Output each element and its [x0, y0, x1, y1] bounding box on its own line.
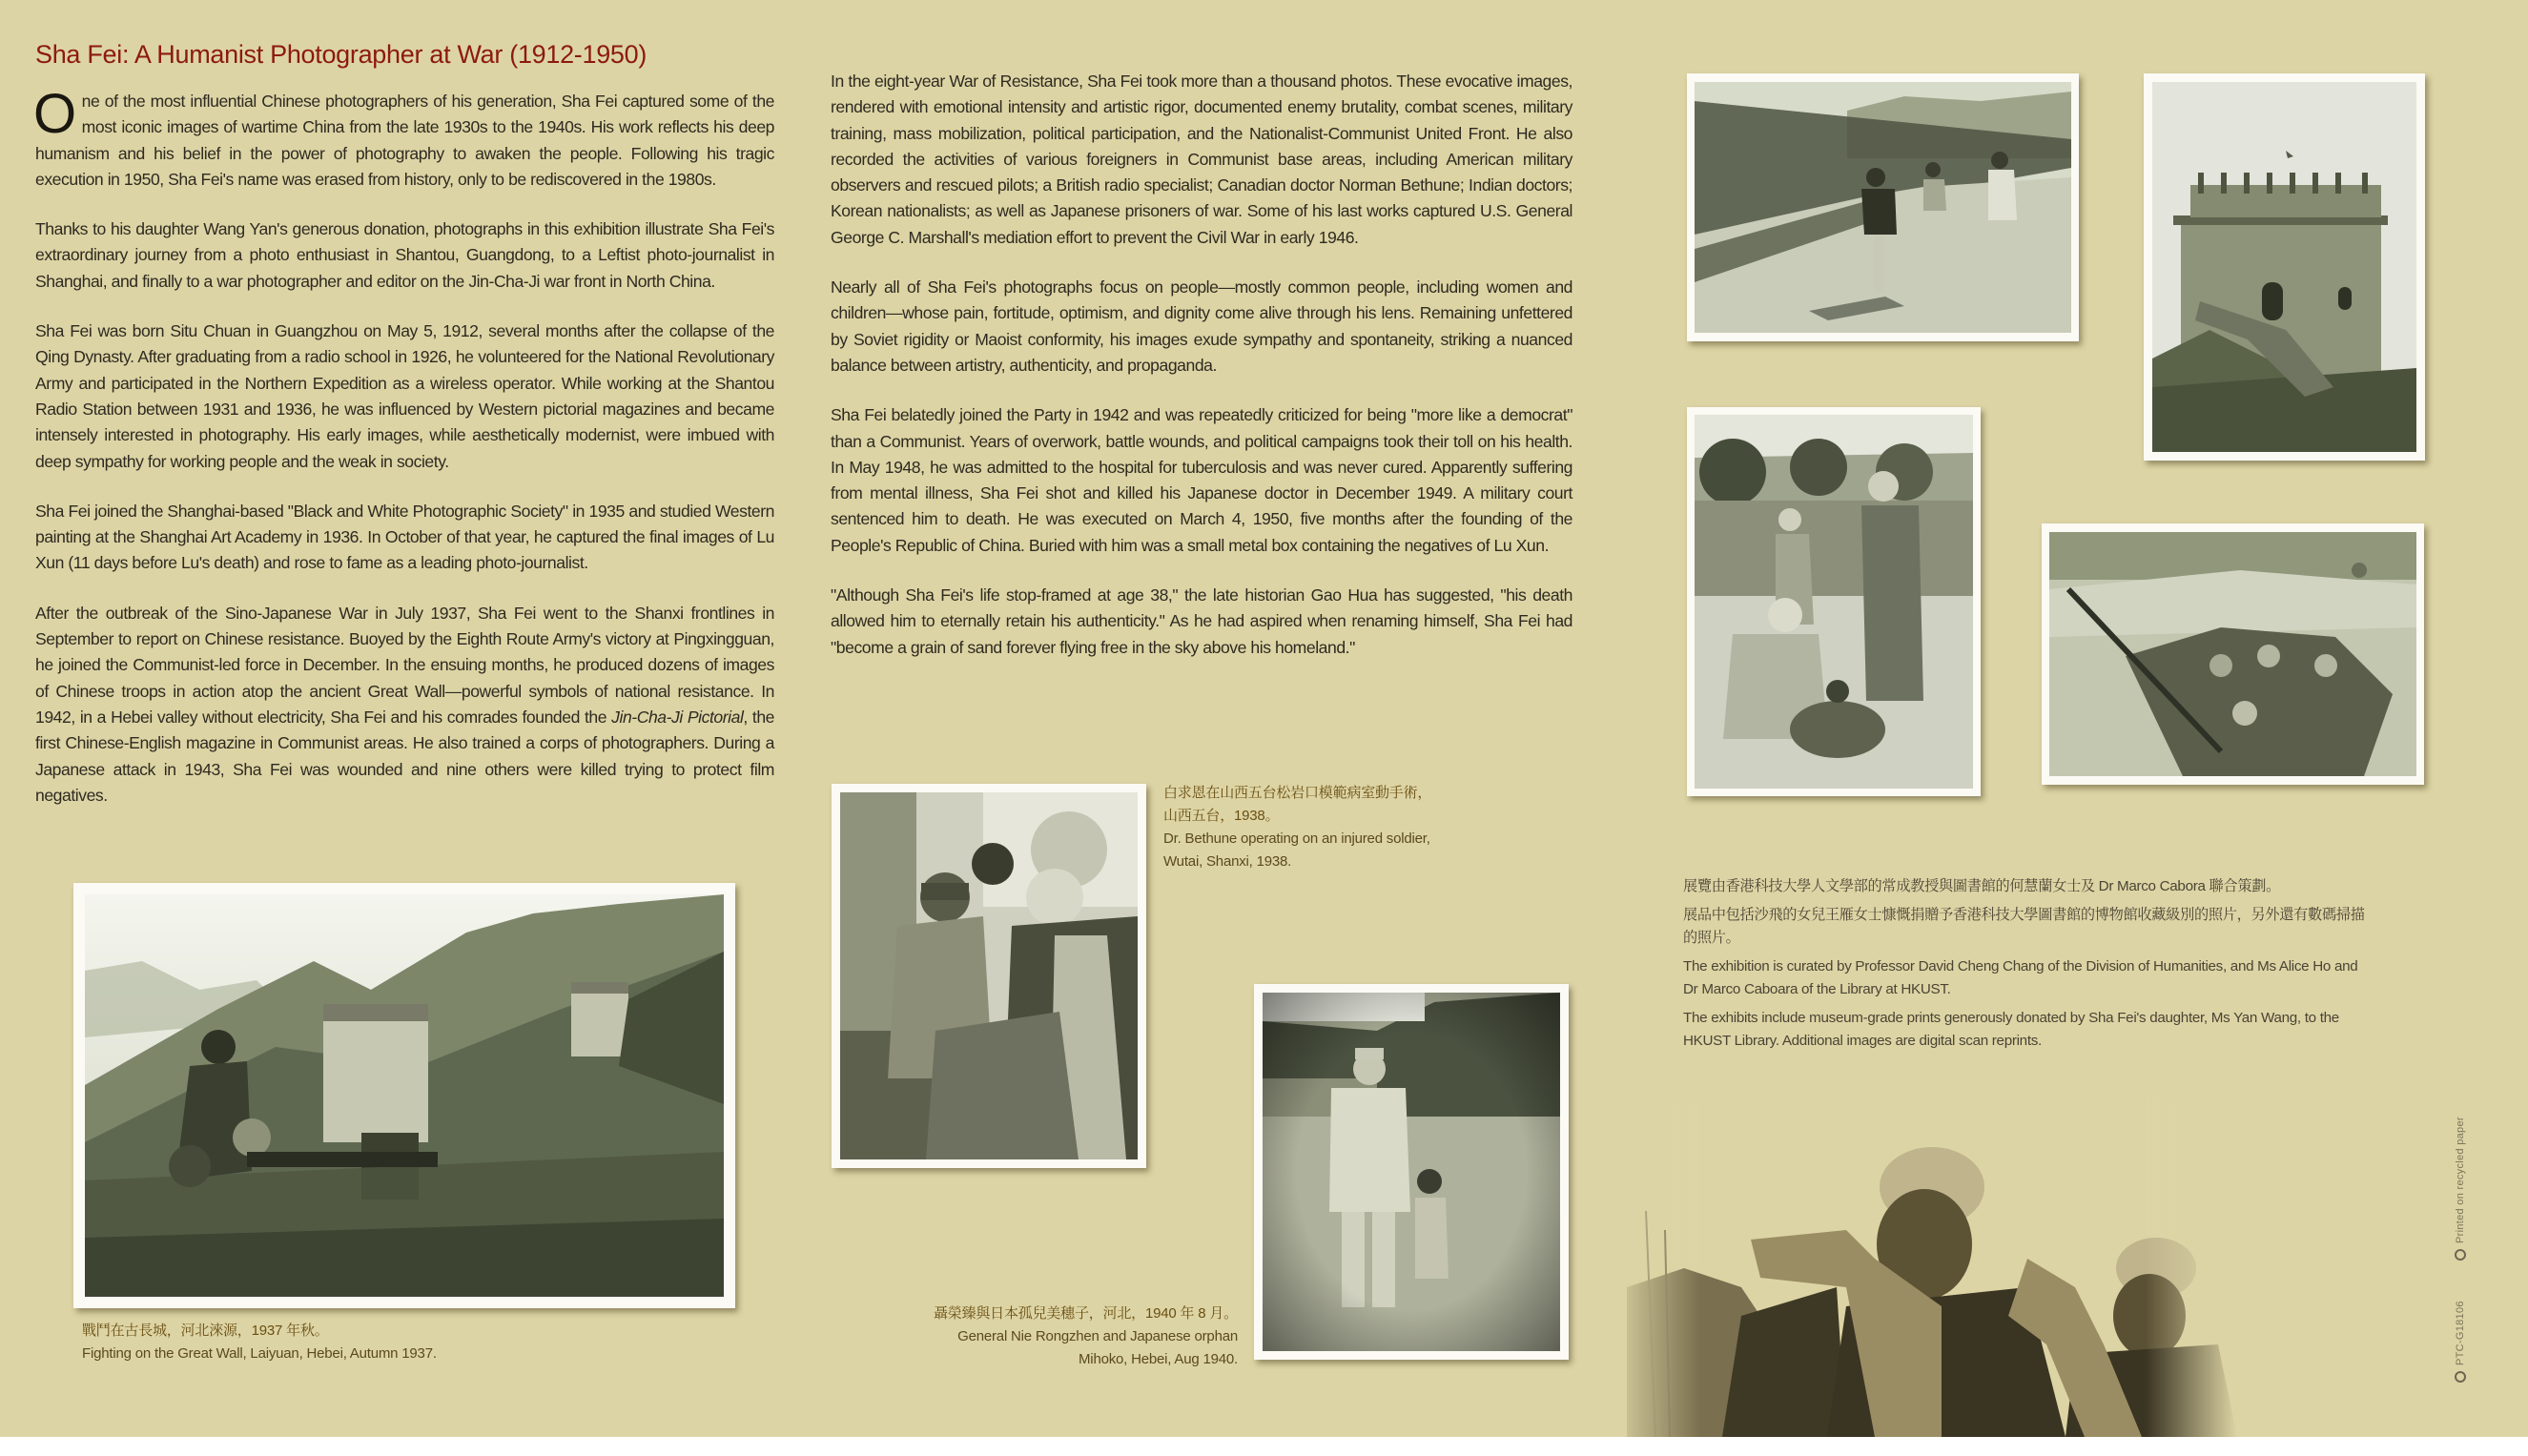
- drop-cap: O: [33, 83, 76, 145]
- paragraph: "Although Sha Fei's life stop-framed at age 38," the late historian Gao Hua has suggested, "his death allowed him to eternally retain his authenticity." As he had aspired when renaming himself, Sha Fei had "become a grain of sand forever flying free in the sky above his homeland.": [831, 585, 1572, 657]
- caption-zh-line1: 白求恩在山西五台松岩口模範病室動手術，: [1163, 785, 1432, 801]
- caption-en: Fighting on the Great Wall, Laiyuan, Hebei, Autumn 1937.: [82, 1345, 437, 1362]
- paragraph: Sha Fei joined the Shanghai-based "Black and White Photographic Society" in 1935 and studied Western painting at the Shanghai Art Academy in 1936. In October of that year, he captured the final images of Lu Xun (11 days before Lu's death) and rose to fame as a leading photo-journalist.: [35, 501, 774, 573]
- page-title: Sha Fei: A Humanist Photographer at War (1912-1950): [35, 40, 647, 69]
- bethune-image: [840, 792, 1138, 1159]
- paragraph: Nearly all of Sha Fei's photographs focus on people—mostly common people, including women and children—whose pain, fortitude, optimism, and dignity come alive through his lens. Remaining unfettered by Soviet rigidity or Maoist conformity, his images exude sympathy and spontaneity, striking a nuanced balance between artistry, authenticity, and propaganda.: [831, 277, 1572, 375]
- caption-en-line2: Wutai, Shanxi, 1938.: [1163, 853, 1292, 870]
- credits-zh-curators: 展覽由香港科技大學人文學部的常成教授與圖書館的何慧蘭女士及 Dr Marco Cabora 聯合策劃。: [1683, 878, 2280, 894]
- caption-zh: 聶榮臻與日本孤兒美穗子，河北，1940 年 8 月。: [933, 1305, 1238, 1322]
- caption-great-wall: [82, 1320, 437, 1365]
- photo-great-wall-fighting: [73, 883, 735, 1308]
- great-wall-image: [85, 894, 724, 1297]
- credits-zh-exhibits: 展品中包括沙飛的女兒王雁女士慷慨捐贈予香港科技大學圖書館的博物館收藏級別的照片，另外還有數碼掃描的照片。: [1683, 907, 2365, 946]
- paragraph: Sha Fei was born Situ Chuan in Guangzhou on May 5, 1912, several months after the collapse of the Qing Dynasty. After graduating from a radio school in 1926, he volunteered for the National Revolutionary Army and participated in the Northern Expedition as a wireless operator. While working at the Shantou Radio Station between 1931 and 1936, he was influenced by Western pictorial magazines and became intensely interested in photography. His early images, while aesthetically modernist, were imbued with deep sympathy for working people and the weak in society.: [35, 321, 774, 471]
- caption-zh: 戰鬥在古長城，河北淶源，1937 年秋。: [82, 1323, 329, 1339]
- exhibition-credits: [1683, 875, 2370, 1058]
- paragraph: Thanks to his daughter Wang Yan's generous donation, photographs in this exhibition illustrate Sha Fei's extraordinary journey from a photo enthusiast in Shantou, Guangdong, to a Leftist photo-journalist in Shanghai, and finally to a war photographer and editor on the Jin-Cha-Ji war front in North China.: [35, 219, 774, 291]
- caption-nie: [858, 1302, 1238, 1371]
- paragraph: After the outbreak of the Sino-Japanese War in July 1937, Sha Fei went to the Shanxi frontlines in September to report on Chinese resistance. Buoyed by the Eighth Route Army's victory at Pingxingguan, he joined the Communist-led force in December. In the ensuing months, he produced dozens of images of Chinese troops in action atop the ancient Great Wall—powerful symbols of national resistance. In 1942, in a Hebei valley without electricity, Sha Fei and his comrades founded the Jin-Cha-Ji Pictorial, the first Chinese-English magazine in Communist areas. He also trained a corps of photographers. During a Japanese attack in 1943, Sha Fei was wounded and nine others were killed trying to protect film negatives.: [35, 603, 775, 805]
- photo-great-wall-tower: [2144, 73, 2425, 461]
- intro-paragraph: One of the most influential Chinese photographers of his generation, Sha Fei captured some of the most iconic images of wartime China from the late 1930s to the 1940s. His work reflects his deep humanism and his belief in the power of photography to awaken the people. Following his tragic execution in 1950, Sha Fei's name was erased from history, only to be rediscovered in the 1980s.: [33, 83, 774, 189]
- child-in-basket-image: [1695, 415, 1973, 789]
- caption-bethune: [1163, 782, 1507, 873]
- photo-running-race: [1687, 73, 2079, 341]
- paragraph: In the eight-year War of Resistance, Sha Fei took more than a thousand photos. These evocative images, rendered with emotional intensity and artistic rigor, documented enemy brutality, combat scenes, military training, mass mobilization, political participation, and the Nationalist-Communist United Front. He also recorded the activities of various foreigners in Communist base areas, including American military observers and rescued pilots; a British radio specialist; Canadian doctor Norman Bethune; Indian doctors; Korean nationalists; as well as Japanese prisoners of war. Some of his last works captured U.S. General George C. Marshall's mediation effort to prevent the Civil War in early 1946.: [831, 72, 1572, 247]
- middle-text-column: [831, 69, 1572, 685]
- print-note-recycled: Printed on recycled paper: [2455, 1117, 2466, 1261]
- running-race-image: [1695, 82, 2071, 333]
- caption-en-line1: Dr. Bethune operating on an injured soldier,: [1163, 831, 1430, 847]
- credits-en-curators: The exhibition is curated by Professor David Cheng Chang of the Division of Humanities, and Ms Alice Ho and Dr Marco Caboara of the Library at HKUST.: [1683, 958, 2358, 997]
- photo-trench-soldiers: [2042, 523, 2424, 785]
- photo-bethune-operating: [832, 784, 1146, 1168]
- left-text-column: [33, 83, 775, 832]
- great-wall-tower-image: [2152, 82, 2416, 452]
- caption-en-line1: General Nie Rongzhen and Japanese orphan: [957, 1328, 1238, 1344]
- print-code: PTC-G18106: [2455, 1301, 2466, 1383]
- copyright-icon: [2455, 1371, 2466, 1383]
- magazine-title: Jin-Cha-Ji Pictorial: [611, 707, 744, 727]
- credits-en-exhibits: The exhibits include museum-grade prints generously donated by Sha Fei's daughter, Ms Yan Wang, to the HKUST Library. Additional images are digital scan reprints.: [1683, 1010, 2339, 1049]
- paragraph: Sha Fei belatedly joined the Party in 1942 and was repeatedly criticized for being "more like a democrat" than a Communist. Years of overwork, battle wounds, and political campaigns took their toll on his health. In May 1948, he was admitted to the hospital for tuberculosis and was never cured. Apparently suffering from mental illness, Sha Fei shot and killed his Japanese doctor in December 1949. A military court sentenced him to death. He was executed on March 4, 1950, five months after the founding of the People's Republic of China. Buried with him was a small metal box containing the negatives of Lu Xun.: [831, 405, 1572, 555]
- caption-en-line2: Mihoko, Hebei, Aug 1940.: [1079, 1351, 1238, 1367]
- photo-boy-soldiers: [1627, 1097, 2237, 1437]
- recycle-icon: [2455, 1249, 2466, 1261]
- nie-image: [1263, 993, 1560, 1351]
- trench-soldiers-image: [2049, 532, 2416, 776]
- boy-soldiers-image: [1627, 1097, 2237, 1437]
- photo-nie-mihoko: [1254, 984, 1569, 1360]
- photo-child-in-basket: [1687, 407, 1981, 796]
- caption-zh-line2: 山西五台，1938。: [1163, 808, 1280, 824]
